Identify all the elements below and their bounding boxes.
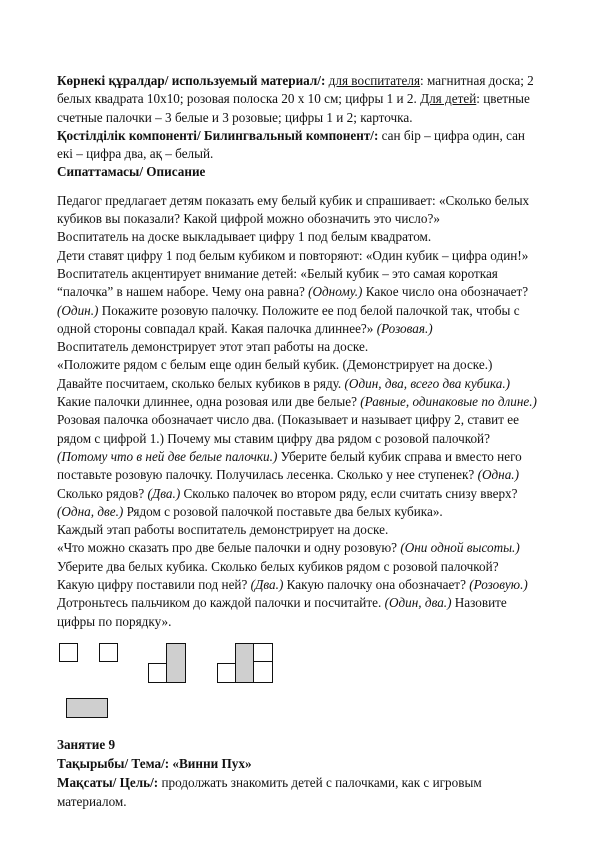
spacer	[57, 182, 537, 192]
body-paragraph	[57, 539, 537, 630]
teacher-materials-text: : магнитная доска; 2 белых квадрата 10х10; розовая полоска 20 х 10 см; цифры 1 и 2.	[57, 73, 534, 107]
description-body	[57, 192, 537, 631]
goal-label: Мақсаты/ Цель/:	[57, 774, 159, 790]
body-paragraph	[57, 228, 537, 246]
body-paragraph	[57, 356, 537, 521]
body-text: Покажите розовую палочку. Положите ее под белой палочкой так, чтобы с одной стороны совпадал край. Какая палочка длиннее?»	[57, 302, 520, 336]
body-text: Розовая палочка обозначает число два. (Показывает и называет цифру 2, ставит ее рядом с цифрой 1.) Почему мы ставим цифру два рядом с розовой палочкой?	[57, 412, 520, 446]
answer-italic: (Два.)	[147, 485, 181, 501]
white-cube-shape	[253, 643, 273, 663]
body-paragraph	[57, 192, 537, 229]
white-cube-shape	[253, 661, 273, 683]
body-text: «Что можно сказать про две белые палочки и одну розовую?	[57, 540, 401, 556]
white-cube-shape	[59, 643, 78, 662]
body-text: Воспитатель акцентирует внимание детей: «Белый кубик – это самая короткая “палочка” в нашем наборе. Чему она равна?	[57, 265, 498, 300]
materials-label: Көрнекі құралдар/ используемый материал/:	[57, 73, 326, 88]
answer-italic: (Одна.)	[477, 467, 519, 483]
body-paragraph	[57, 247, 537, 265]
lesson-number: Занятие 9	[57, 736, 116, 752]
body-paragraph	[57, 338, 537, 356]
body-text: Воспитатель демонстрирует этот этап работы на доске.	[57, 339, 369, 355]
answer-italic: (Один, два.)	[384, 595, 452, 611]
lesson-goal	[57, 773, 537, 811]
document-page	[57, 72, 537, 811]
body-paragraph	[57, 265, 537, 338]
body-text: Педагог предлагает детям показать ему белый кубик и спрашивает: «Сколько белых кубиков вы показали? Какой цифрой можно обозначить это число?»	[57, 192, 530, 227]
teacher-link[interactable]: для воспитателя	[328, 73, 421, 88]
white-cube-shape	[148, 663, 168, 683]
goal-text: продолжать знакомить детей с палочками, как с игровым материалом.	[57, 774, 482, 809]
body-text: «Положите рядом с белым еще один белый кубик. (Демонстрирует на доске.) Давайте посчитаем, сколько белых кубиков в ряду.	[57, 357, 493, 391]
white-cube-shape	[217, 663, 237, 683]
body-text: Рядом с розовой палочкой поставьте два белых кубика».	[123, 503, 443, 519]
lesson-theme: Тақырыбы/ Тема/: «Винни Пух»	[57, 755, 252, 771]
body-text: Какие палочки длиннее, одна розовая или две белые?	[57, 394, 361, 410]
answer-italic: (Равные, одинаковые по длине.)	[360, 394, 537, 410]
answer-italic: (Одному.)	[308, 284, 363, 300]
description-heading: Сипаттамасы/ Описание	[57, 164, 206, 180]
body-text: Назовите цифры по порядку».	[57, 595, 507, 629]
answer-italic: (Два.)	[250, 577, 284, 593]
pink-strip-shape	[66, 698, 108, 718]
body-paragraph	[57, 521, 537, 539]
body-text: Дети ставят цифру 1 под белым кубиком и повторяют: «Один кубик – цифра один!»	[57, 247, 529, 263]
lesson-block	[57, 735, 537, 811]
answer-italic: (Розовая.)	[376, 320, 433, 336]
answer-italic: (Потому что в ней две белые палочки.)	[57, 448, 278, 464]
body-text: Воспитатель на доске выкладывает цифру 1 под белым квадратом.	[57, 229, 432, 245]
answer-italic: (Один, два, всего два кубика.)	[344, 375, 511, 391]
bilingual-text: сан бір – цифра один, сан екі – цифра два, ақ – белый.	[57, 127, 525, 162]
answer-italic: (Одна, две.)	[57, 503, 124, 519]
body-text: Какую палочку она обозначает?	[283, 577, 470, 593]
shapes-illustration	[57, 643, 537, 729]
materials-paragraph	[57, 72, 537, 127]
bilingual-paragraph	[57, 127, 537, 164]
body-text: Уберите белый кубик справа и вместо него поставьте розовую палочку. Получилась лесенка. Сколько у нее ступенек?	[57, 448, 522, 483]
bilingual-label: Қостілділік компоненті/ Билингвальный компонент/:	[57, 127, 379, 143]
body-text: Каждый этап работы воспитатель демонстрирует на доске.	[57, 522, 389, 538]
body-text: Дотроньтесь пальчиком до каждой палочки и посчитайте.	[57, 595, 385, 611]
pink-stick-shape	[235, 643, 255, 683]
answer-italic: (Они одной высоты.)	[400, 540, 520, 556]
children-link[interactable]: Для детей	[420, 91, 477, 107]
children-materials-text: : цветные счетные палочки – 3 белые и 3 розовые; цифры 1 и 2; карточка.	[57, 91, 530, 125]
body-text: Какое число она обозначает?	[362, 284, 529, 300]
body-text: Уберите два белых кубика. Сколько белых кубиков рядом с розовой палочкой? Какую цифру поставили под ней?	[57, 558, 499, 593]
answer-italic: (Розовую.)	[469, 577, 528, 593]
white-cube-shape	[99, 643, 118, 662]
pink-stick-shape	[166, 643, 186, 683]
body-text: Сколько палочек во втором ряду, если считать снизу вверх?	[180, 485, 518, 501]
body-text: Сколько рядов?	[57, 485, 148, 501]
answer-italic: (Один.)	[57, 302, 99, 318]
